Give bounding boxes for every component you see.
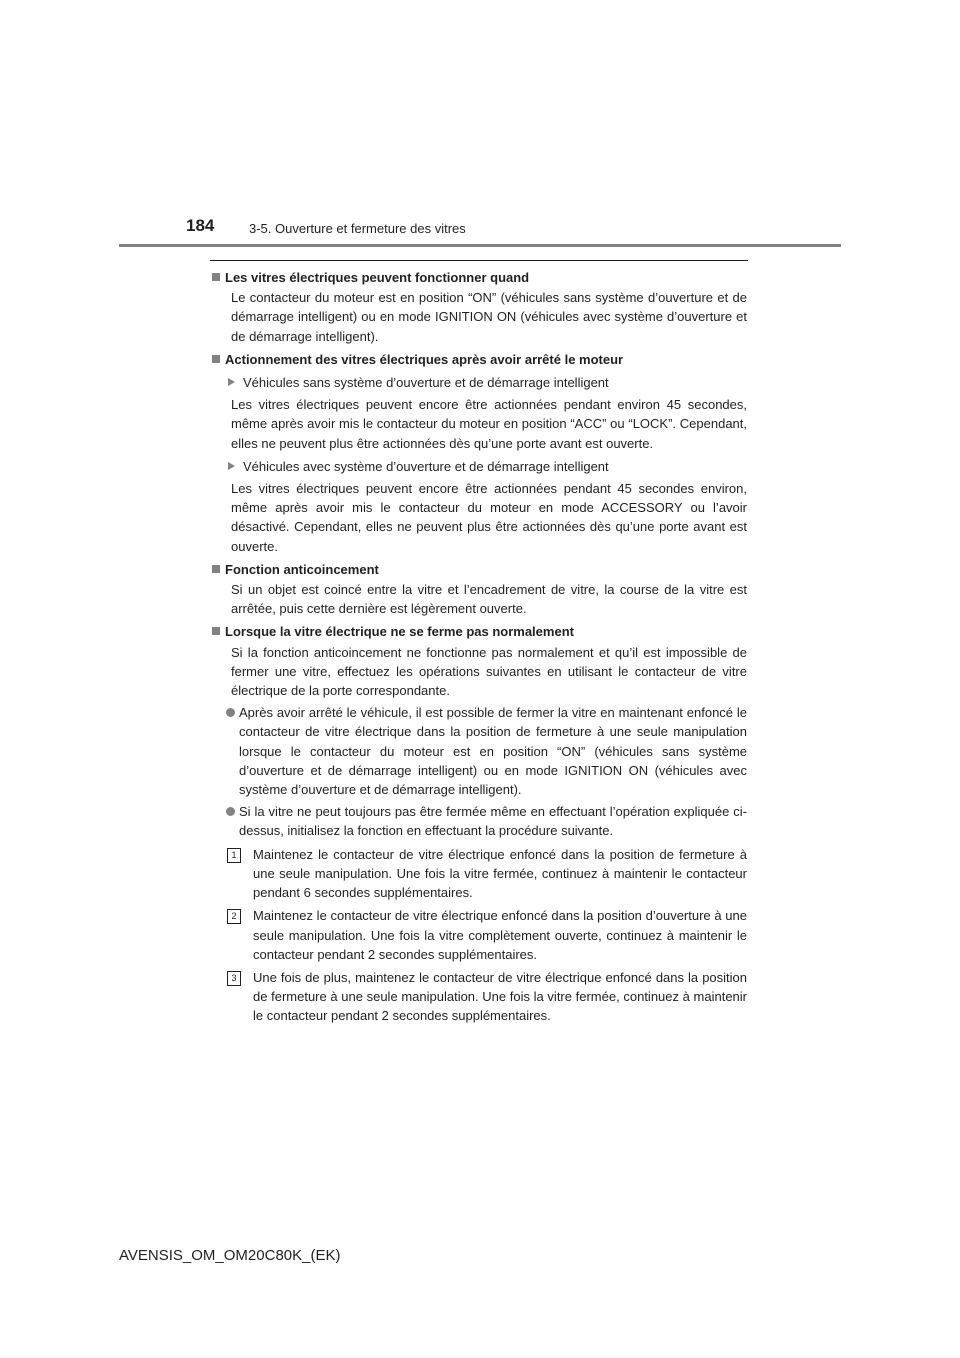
section-heading-text: Actionnement des vitres électriques après avoir arrêté le moteur [225,351,624,367]
section-heading [211,560,747,579]
circle-bullet-icon [226,807,235,816]
section-heading-text: Les vitres électriques peuvent fonctionner quand [225,270,530,285]
step-text: Maintenez le contacteur de vitre électrique enfoncé dans la position d’ouverture à une seule manipulation. Une fois la vitre complètement ouverte, continuez à maintenir le contacteur pendant 2 secondes supplémentaires. [253,908,747,962]
section-title: 3-5. Ouverture et fermeture des vitres [249,221,466,236]
circle-bullet-icon [226,708,235,717]
sub-heading-text: Véhicules avec système d’ouverture et de démarrage intelligent [243,458,609,474]
document-code: AVENSIS_OM_OM20C80K_(EK) [119,1247,341,1264]
square-bullet-icon [212,355,220,363]
content-rule [210,260,748,261]
step-number-badge: 2 [227,909,241,924]
section-paragraph: Les vitres électriques peuvent encore être actionnées pendant 45 secondes environ, même après avoir mis le contacteur du moteur en mode ACCESSORY ou l’avoir désactivé. Cependant, elles ne peuvent plus être actionnées dès qu’une porte avant est ouverte. [231,481,747,554]
triangle-arrow-icon [228,378,235,386]
sub-heading [211,373,747,392]
section-paragraph: Le contacteur du moteur est en position “ON” (véhicules sans système d’ouverture et de démarrage intelligent) ou en mode IGNITION ON (véhicules avec système d’ouverture et de démarrage intelligent). [231,290,747,344]
page-content [211,268,747,1026]
triangle-arrow-icon [228,462,235,470]
section-paragraph: Si la fonction anticoincement ne fonctionne pas normalement et qu’il est impossible de fermer une vitre, effectuez les opérations suivantes en utilisant le contacteur de vitre électrique de la porte correspondante. [231,644,747,699]
section-heading [211,622,747,641]
step-text: Maintenez le contacteur de vitre électrique enfoncé dans la position de fermeture à une seule manipulation. Une fois la vitre fermée, continuez à maintenir le contacteur pendant 6 secondes supplémentaires. [253,846,747,901]
section-heading-text: Fonction anticoincement [225,561,379,577]
list-item [211,802,747,840]
square-bullet-icon [212,565,220,573]
square-bullet-icon [212,273,220,281]
section-paragraph: Si un objet est coincé entre la vitre et l’encadrement de vitre, la course de la vitre est arrêtée, puis cette dernière est légèrement ouverte. [231,582,747,617]
step-number-badge: 3 [227,971,241,986]
sub-heading-text: Véhicules sans système d’ouverture et de démarrage intelligent [243,375,609,391]
step-number-badge: 1 [227,848,241,863]
procedure-step [211,968,747,1026]
list-item [211,703,747,799]
procedure-step [211,906,747,964]
section-heading-text: Lorsque la vitre électrique ne se ferme pas normalement [225,624,574,640]
section-heading [211,268,747,287]
page-number: 184 [186,216,215,235]
step-text: Une fois de plus, maintenez le contacteur de vitre électrique enfoncé dans la position de fermeture à une seule manipulation. Une fois la vitre fermée, continuez à maintenir le contacteur pendant 2 secondes supplémentaires. [253,969,747,1024]
section-paragraph: Les vitres électriques peuvent encore être actionnées pendant environ 45 secondes, même après avoir mis le contacteur du moteur en position “ACC” ou “LOCK”. Cependant, elles ne peuvent plus être actionnées dès qu’une porte avant est ouverte. [231,397,747,451]
section-heading [211,350,747,369]
header-rule [119,244,841,247]
square-bullet-icon [212,627,220,635]
procedure-step [211,845,747,903]
list-item-text: Si la vitre ne peut toujours pas être fermée même en effectuant l’opération expliquée ci-dessus, initialisez la fonction en effectuant la procédure suivante. [239,804,747,839]
sub-heading [211,457,747,476]
list-item-text: Après avoir arrêté le véhicule, il est possible de fermer la vitre en maintenant enfoncé le contacteur de vitre électrique dans la position de fermeture à une seule manipulation lorsque le contacteur du moteur est en position “ON” (véhicules sans système d’ouverture et de démarrage intelligent) ou en mode IGNITION ON (véhicules avec système d’ouverture et de démarrage intelligent). [239,705,747,798]
